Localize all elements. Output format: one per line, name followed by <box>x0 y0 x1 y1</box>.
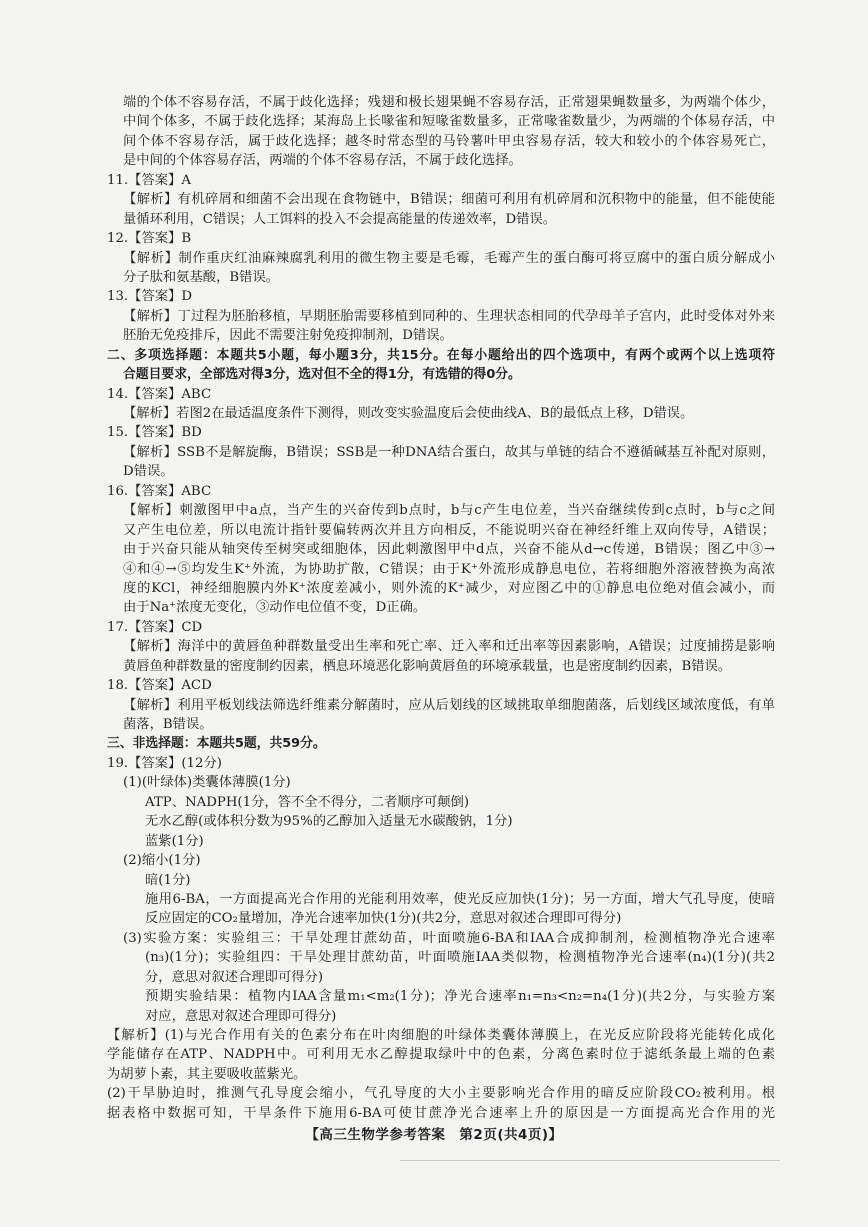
text-line: 【解析】SSB不是解旋酶，B错误；SSB是一种DNA结合蛋白，故其与单链的结合不遵循碱基互补配对原则， <box>123 444 775 460</box>
text-line: 中间个体多，不属于歧化选择；某海岛上长喙雀和短喙雀数量多，正常喙雀数量少，为两端的个体易存活，中 <box>123 114 775 130</box>
text-line: 【解析】制作重庆红油麻辣腐乳利用的微生物主要是毛霉，毛霉产生的蛋白酶可将豆腐中的蛋白质分解成小 <box>123 250 775 266</box>
text-line: ATP、NADPH(1分，答不全不得分，二者顺序可颠倒) <box>145 794 470 810</box>
text-line: 施用6-BA，一方面提高光合作用的光能利用效率，使光反应加快(1分)；另一方面，增大气孔导度，使暗 <box>145 891 775 907</box>
text-line: 由于兴奋只能从轴突传至树突或细胞体，因此刺激图甲中d点，兴奋不能从d→c传递，B错误；图乙中③→ <box>123 542 775 558</box>
text-line: (1)(叶绿体)类囊体薄膜(1分) <box>123 775 291 791</box>
text-line: 【解析】(1)与光合作用有关的色素分布在叶肉细胞的叶绿体类囊体薄膜上，在光反应阶段将光能转化成化 <box>107 1028 775 1043</box>
text-line: 学能储存在ATP、NADPH中。可利用无水乙醇提取绿叶中的色素，分离色素时位于滤纸条最上端的色素 <box>107 1047 775 1063</box>
answer-line: 17.【答案】CD <box>107 619 203 635</box>
text-line: 【解析】海洋中的黄唇鱼种群数量受出生率和死亡率、迁入率和迁出率等因素影响，A错误；过度捕捞是影响 <box>123 639 775 655</box>
text-line: 蓝紫(1分) <box>145 833 204 849</box>
answer-line: 16.【答案】ABC <box>107 483 212 499</box>
text-line: 度的KCl，神经细胞膜内外K⁺浓度差减小，则外流的K⁺减少，对应图乙中的①静息电位绝对值会减小，而 <box>123 580 775 596</box>
page-footer: 【高三生物学参考答案 第2页(共4页)】 <box>305 1127 563 1143</box>
answer-page-body <box>0 93 868 1123</box>
text-line: (2)缩小(1分) <box>123 853 201 869</box>
text-line: 无水乙醇(或体积分数为95%的乙醇加入适量无水碳酸钠，1分) <box>145 814 513 830</box>
answer-line: 14.【答案】ABC <box>107 386 212 402</box>
text-line: (n₃)(1分)；实验组四：干旱处理甘蔗幼苗，叶面喷施IAA类似物，检测植物净光合速率(n₄)(1分)(共2 <box>145 950 775 966</box>
text-line: 反应固定的CO₂量增加，净光合速率加快(1分)(共2分，意思对叙述合理即可得分) <box>145 911 622 927</box>
text-line: 为胡萝卜素，其主要吸收蓝紫光。 <box>107 1066 307 1082</box>
text-line: 间个体不容易存活，属于歧化选择；越冬时常态型的马铃薯叶甲虫容易存活，较大和较小的个体容易死亡， <box>123 133 775 149</box>
text-line: 合题目要求，全部选对得3分，选对但不全的得1分，有选错的得0分。 <box>123 367 521 383</box>
text-line: 【解析】利用平板划线法筛选纤维素分解菌时，应从后划线的区域挑取单细胞菌落，后划线区域浓度低，有单 <box>123 697 775 713</box>
text-line: 分子肽和氨基酸，B错误。 <box>123 269 280 285</box>
text-line: (2)干旱胁迫时，推测气孔导度会缩小，气孔导度的大小主要影响光合作用的暗反应阶段CO₂被利用。根 <box>107 1086 775 1102</box>
text-line: 菌落，B错误。 <box>123 717 213 732</box>
text-line: 由于Na⁺浓度无变化，③动作电位值不变，D正确。 <box>123 600 427 616</box>
text-line: 分，意思对叙述合理即可得分) <box>145 969 324 985</box>
answer-line: 12.【答案】B <box>107 231 192 247</box>
section-heading: 三、非选择题：本题共5题，共59分。 <box>107 736 326 752</box>
answer-line: 11.【答案】A <box>107 172 191 188</box>
text-line: 预期实验结果：植物内IAA含量m₁<m₂(1分)；净光合速率n₁=n₃<n₂=n₄(1分)(共2分，与实验方案 <box>145 989 775 1005</box>
text-line: 是中间的个体容易存活，两端的个体不容易存活，不属于歧化选择。 <box>123 153 522 169</box>
text-line: 黄唇鱼种群数量的密度制约因素，栖息环境恶化影响黄唇鱼的环境承载量，也是密度制约因素，B错误。 <box>123 658 732 674</box>
answer-line: 13.【答案】D <box>107 289 192 305</box>
text-line: 胚胎无免疫排斥，因此不需要注射免疫抑制剂，D错误。 <box>123 328 453 344</box>
text-line: 对应，意思对叙述合理即可得分) <box>145 1008 337 1024</box>
section-heading: 二、多项选择题：本题共5小题，每小题3分，共15分。在每小题给出的四个选项中，有两个或两个以上选项符 <box>107 347 775 363</box>
text-line: ④和④→⑤均发生K⁺外流，为协助扩散，C错误；由于K⁺外流形成静息电位，若将细胞外溶液替换为高浓 <box>123 561 775 577</box>
text-line: D错误。 <box>123 464 174 480</box>
text-line: 暗(1分) <box>145 872 191 888</box>
text-line: 【解析】丁过程为胚胎移植，早期胚胎需要移植到同种的、生理状态相同的代孕母羊子宫内，此时受体对外来 <box>123 308 775 324</box>
text-line: 【解析】若图2在最适温度条件下测得，则改变实验温度后会使曲线A、B的最低点上移，D错误。 <box>123 406 694 421</box>
text-line: 又产生电位差，所以电流计指针要偏转两次并且方向相反，不能说明兴奋在神经纤维上双向传导，A错误； <box>123 522 775 538</box>
text-line: 量循环利用，C错误；人工饵料的投入不会提高能量的传递效率，D错误。 <box>123 211 557 227</box>
answer-line: 19.【答案】(12分) <box>107 755 222 771</box>
answer-line: 15.【答案】BD <box>107 425 202 441</box>
scan-artifact-line <box>400 1160 780 1161</box>
text-line: (3)实验方案：实验组三：干旱处理甘蔗幼苗，叶面喷施6-BA和IAA合成抑制剂，检测植物净光合速率 <box>123 930 775 946</box>
text-line: 据表格中数据可知，干旱条件下施用6-BA可使甘蔗净光合速率上升的原因是一方面提高光合作用的光 <box>107 1105 775 1121</box>
text-line: 【解析】有机碎屑和细菌不会出现在食物链中，B错误；细菌可利用有机碎屑和沉积物中的能量，但不能使能 <box>123 192 775 208</box>
text-line: 端的个体不容易存活，不属于歧化选择；残翅和极长翅果蝇不容易存活，正常翅果蝇数量多，为两端个体少， <box>123 95 775 110</box>
text-line: 【解析】刺激图甲中a点，当产生的兴奋传到b点时，b与c产生电位差，当兴奋继续传到c点时，b与c之间 <box>123 503 775 519</box>
answer-line: 18.【答案】ACD <box>107 678 212 694</box>
